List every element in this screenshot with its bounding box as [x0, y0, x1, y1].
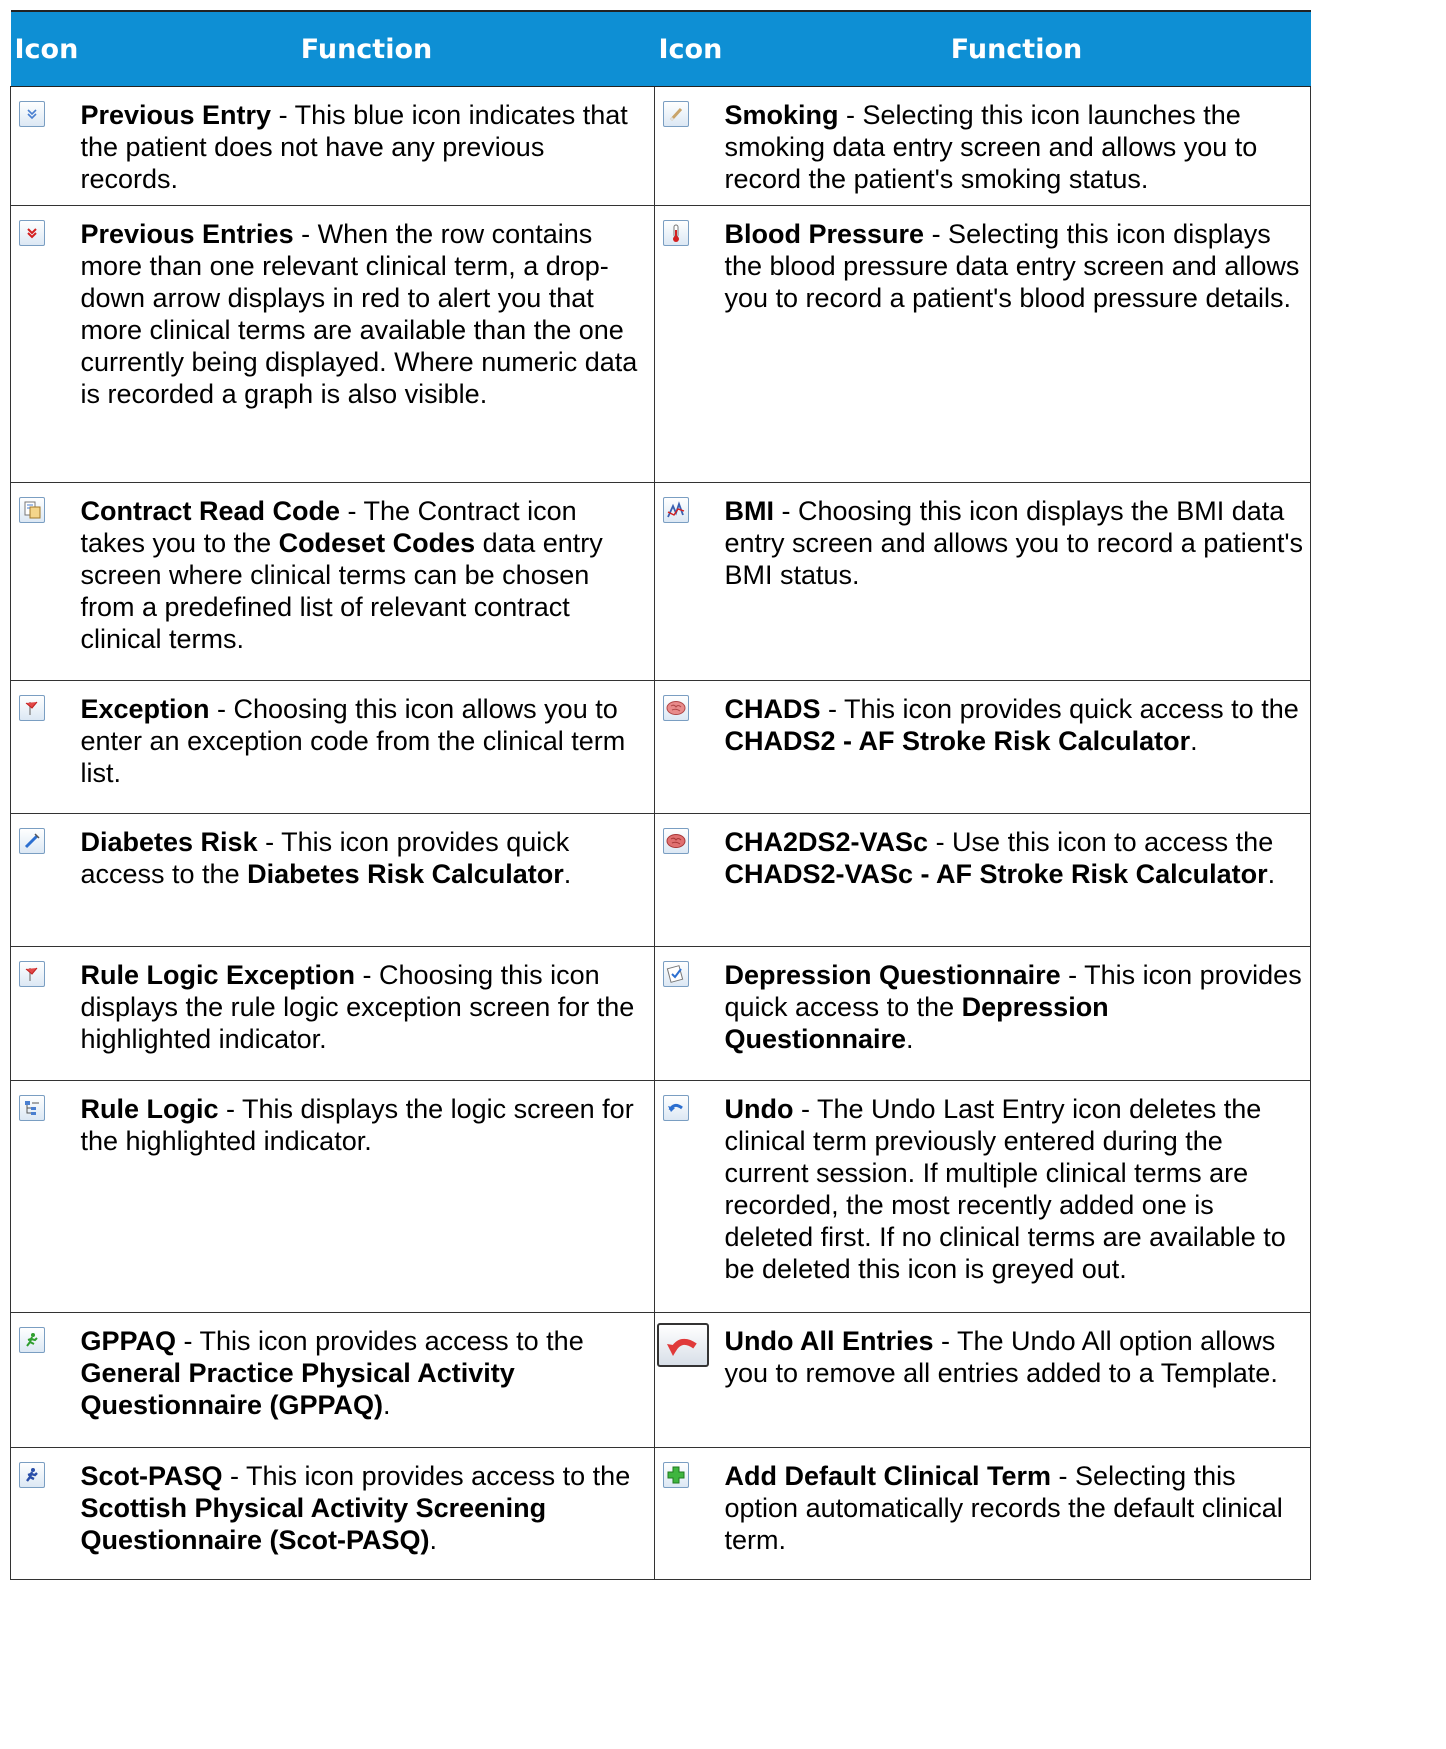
term-title: Undo	[724, 1094, 794, 1124]
emphasis: CHADS2-VASc - AF Stroke Risk Calculator	[724, 859, 1268, 889]
term-description: - Selecting this icon displays the blood pressure data entry screen and allows you to record a patient's blood pressure details.	[724, 219, 1300, 313]
header-function-right: Function	[723, 11, 1311, 87]
questionnaire-icon	[663, 961, 689, 987]
table-row	[11, 483, 1311, 681]
term-title: Rule Logic	[80, 1094, 219, 1124]
function-cell	[723, 1313, 1311, 1448]
term-title: Smoking	[724, 100, 839, 130]
undo-icon	[663, 1095, 689, 1121]
term-description: - Selecting this option automatically records the default clinical term.	[724, 1461, 1283, 1555]
term-title: Previous Entry	[80, 100, 272, 130]
term-description: - Choosing this icon displays the BMI data entry screen and allows you to record a patient's BMI status.	[724, 496, 1303, 590]
term-title: Add Default Clinical Term	[724, 1461, 1052, 1491]
thermometer-icon	[663, 220, 689, 246]
table-row	[11, 681, 1311, 814]
table-row	[11, 206, 1311, 483]
function-cell	[79, 1081, 655, 1313]
function-cell	[79, 206, 655, 483]
emphasis: General Practice Physical Activity Questionnaire (GPPAQ)	[80, 1358, 515, 1420]
icon-reference-table	[10, 10, 1311, 1580]
logic-tree-icon	[19, 1095, 45, 1121]
contract-icon	[19, 497, 45, 523]
scot-pasq-icon	[19, 1462, 45, 1488]
function-cell	[723, 87, 1311, 206]
function-cell: GPPAQ - This icon provides access to the General Practice Physical Activity Questionnaire (GPPAQ).	[79, 1313, 655, 1448]
term-title: Contract Read Code	[80, 496, 341, 526]
term-description: - Choosing this icon displays the rule logic exception screen for the highlighted indicator.	[80, 960, 635, 1054]
term-description: - Choosing this icon allows you to enter an exception code from the clinical term list.	[80, 694, 626, 788]
term-description: - Selecting this icon launches the smoking data entry screen and allows you to record the patient's smoking status.	[724, 100, 1258, 194]
term-title: GPPAQ	[80, 1326, 177, 1356]
function-cell	[723, 206, 1311, 483]
table-row	[11, 947, 1311, 1081]
function-cell: CHADS - This icon provides quick access to the CHADS2 - AF Stroke Risk Calculator.	[723, 681, 1311, 814]
header-icon-left: Icon	[11, 11, 79, 87]
flag-icon	[19, 695, 45, 721]
function-cell	[723, 1081, 1311, 1313]
function-cell	[723, 483, 1311, 681]
emphasis: CHADS2 - AF Stroke Risk Calculator	[724, 726, 1191, 756]
graph-icon	[663, 497, 689, 523]
term-description: - When the row contains more than one relevant clinical term, a drop-down arrow displays in red to alert you that more clinical terms are available than the one currently being displayed. Where numeric data is recorded a graph is also visible.	[80, 219, 638, 409]
cigarette-icon	[663, 101, 689, 127]
flag-icon	[19, 961, 45, 987]
running-figure-icon	[19, 1327, 45, 1353]
function-cell: CHA2DS2-VASc - Use this icon to access the CHADS2-VASc - AF Stroke Risk Calculator.	[723, 814, 1311, 947]
table-row	[11, 1448, 1311, 1580]
table-row	[11, 1081, 1311, 1313]
function-cell	[79, 681, 655, 814]
term-title: Previous Entries	[80, 219, 294, 249]
header-row	[11, 11, 1311, 87]
chevron-down-blue-icon	[19, 101, 45, 127]
term-title: BMI	[724, 496, 774, 526]
table-row	[11, 814, 1311, 947]
undo-all-icon	[657, 1323, 709, 1367]
brain-icon	[663, 828, 689, 854]
term-title: Exception	[80, 694, 210, 724]
function-cell: Diabetes Risk - This icon provides quick access to the Diabetes Risk Calculator.	[79, 814, 655, 947]
table-row	[11, 87, 1311, 206]
term-description: - This blue icon indicates that the patient does not have any previous records.	[80, 100, 628, 194]
header-icon-right: Icon	[655, 11, 723, 87]
function-cell: Contract Read Code - The Contract icon takes you to the Codeset Codes data entry screen where clinical terms can be chosen from a predefined list of relevant contract clinical terms.	[79, 483, 655, 681]
function-cell	[723, 1448, 1311, 1580]
term-description: - The Undo Last Entry icon deletes the clinical term previously entered during the current session. If multiple clinical terms are recorded, the most recently added one is deleted first. If no clinical terms are available to be deleted this icon is greyed out.	[724, 1094, 1286, 1284]
emphasis: Diabetes Risk Calculator	[247, 859, 564, 889]
plus-icon	[663, 1462, 689, 1488]
header-function-left: Function	[79, 11, 655, 87]
term-title: Diabetes Risk	[80, 827, 258, 857]
function-cell: Scot-PASQ - This icon provides access to the Scottish Physical Activity Screening Questionnaire (Scot-PASQ).	[79, 1448, 655, 1580]
term-title: CHA2DS2-VASc	[724, 827, 929, 857]
function-cell	[79, 947, 655, 1081]
term-title: Rule Logic Exception	[80, 960, 356, 990]
term-title: Scot-PASQ	[80, 1461, 223, 1491]
table-row	[11, 1313, 1311, 1448]
function-cell: Depression Questionnaire - This icon provides quick access to the Depression Questionnaire.	[723, 947, 1311, 1081]
term-title: Depression Questionnaire	[724, 960, 1061, 990]
term-description: - This displays the logic screen for the highlighted indicator.	[80, 1094, 634, 1156]
syringe-icon	[19, 828, 45, 854]
emphasis: Codeset Codes	[278, 528, 476, 558]
brain-icon	[663, 695, 689, 721]
emphasis: Depression Questionnaire	[724, 992, 1109, 1054]
term-title: Undo All Entries	[724, 1326, 934, 1356]
term-title: CHADS	[724, 694, 821, 724]
chevron-down-red-icon	[19, 220, 45, 246]
function-cell	[79, 87, 655, 206]
term-description: - The Undo All option allows you to remove all entries added to a Template.	[724, 1326, 1278, 1388]
emphasis: Scottish Physical Activity Screening Questionnaire (Scot-PASQ)	[80, 1493, 547, 1555]
term-title: Blood Pressure	[724, 219, 925, 249]
